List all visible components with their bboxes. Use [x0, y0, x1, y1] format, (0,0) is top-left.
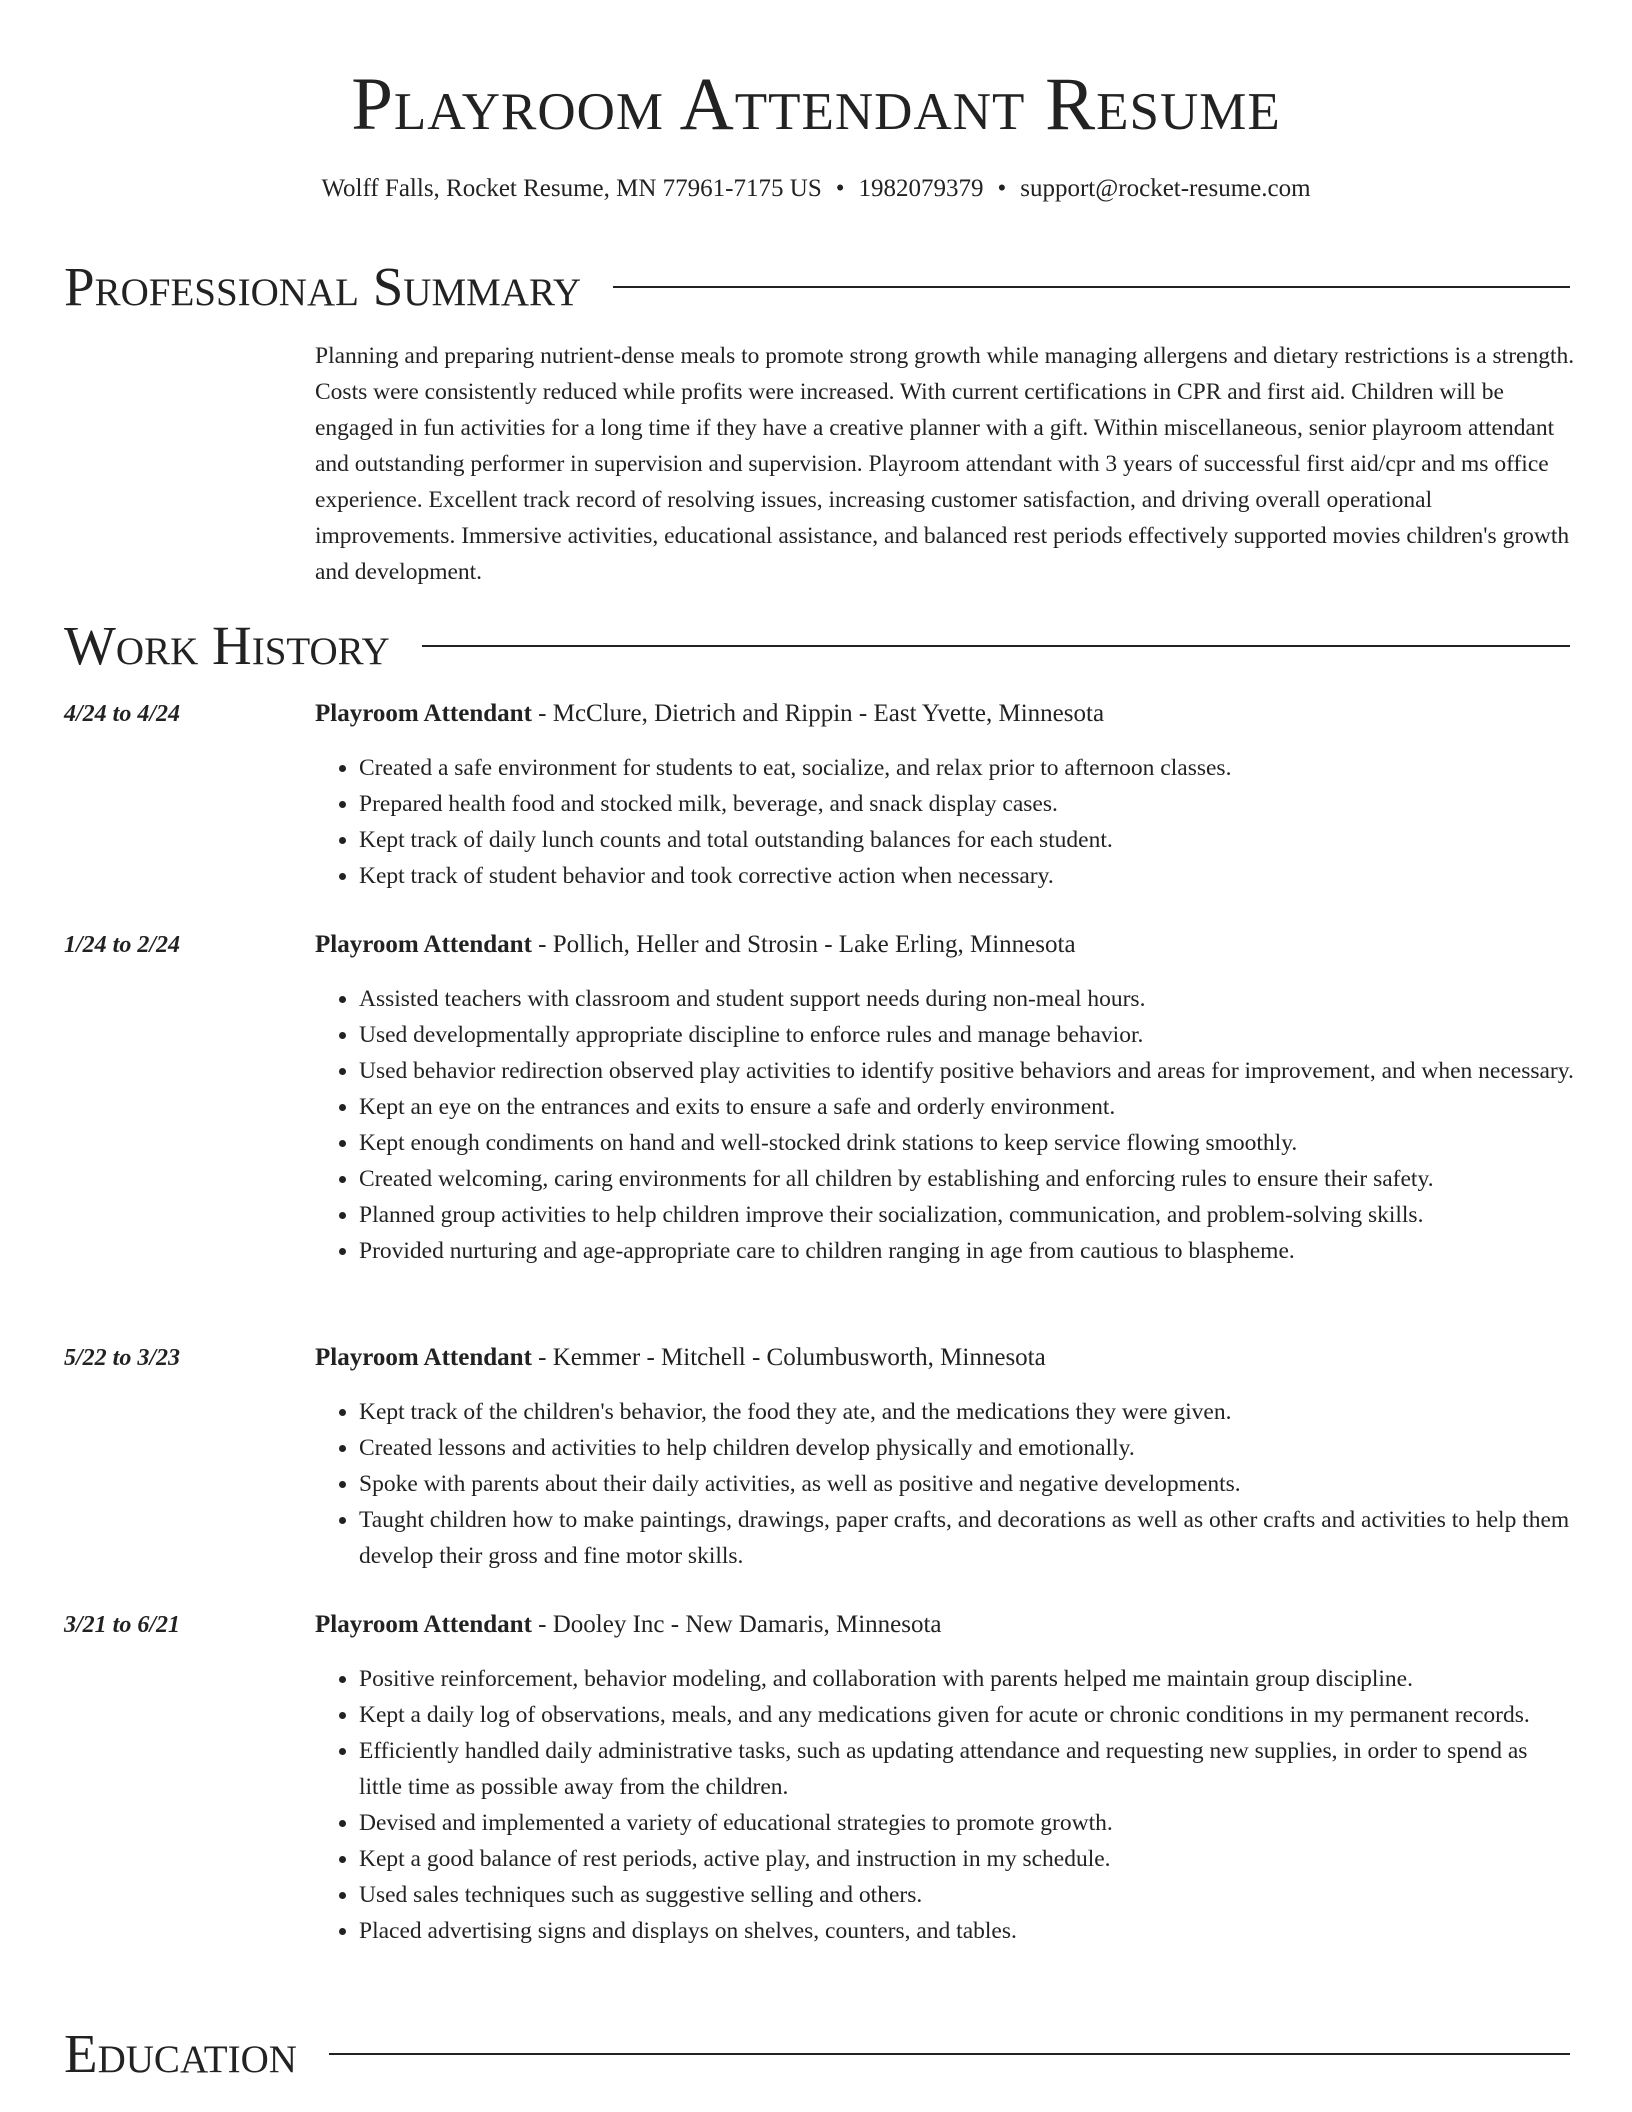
job-duties — [315, 981, 1575, 1269]
job-heading — [315, 927, 1575, 963]
summary-text: Planning and preparing nutrient-dense meals to promote strong growth while managing allergens and dietary restrictions is a strength. Costs were consistently reduced while profits were increased. With current certifications in CPR and first aid. Children will be engaged in fun activities for a long time if they have a creative planner with a gift. Within miscellaneous, senior playroom attendant and outstanding performer in supervision and supervision. Playroom attendant with 3 years of successful first aid/cpr and ms office experience. Excellent track record of resolving issues, increasing customer satisfaction, and driving overall operational improvements. Immersive activities, educational assistance, and balanced rest periods effectively supported movies children's growth and development. — [315, 343, 1575, 585]
job-role: Playroom Attendant — [315, 1611, 532, 1638]
section-title-summary: Professional Summary — [64, 256, 582, 317]
job-date: 3/21 to 6/21 — [64, 1612, 181, 1638]
job-duty: • Kept track of student behavior and took corrective action when necessary. — [359, 858, 1575, 894]
job-duty: • Spoke with parents about their daily activities, as well as positive and negative developments. — [359, 1466, 1575, 1502]
job-entry — [64, 696, 1575, 894]
section-divider — [613, 286, 1570, 288]
section-header-summary — [64, 255, 1570, 319]
job-heading — [315, 696, 1575, 732]
job-employer: - Dooley Inc - New Damaris, Minnesota — [531, 1611, 942, 1638]
job-duty: • Kept a daily log of observations, meals, and any medications given for acute or chronic conditions in my permanent records. — [359, 1697, 1575, 1733]
page-title: Playroom Attendant Resume — [351, 63, 1281, 146]
job-entry — [64, 1340, 1575, 1574]
job-employer: - Kemmer - Mitchell - Columbusworth, Minnesota — [531, 1344, 1046, 1371]
job-duty: • Positive reinforcement, behavior modeling, and collaboration with parents helped me maintain group discipline. — [359, 1661, 1575, 1697]
job-duty: • Efficiently handled daily administrative tasks, such as updating attendance and requesting new supplies, in order to spend as little time as possible away from the children. — [359, 1733, 1575, 1805]
job-duties — [315, 1661, 1575, 1949]
job-duty: • Kept an eye on the entrances and exits to ensure a safe and orderly environment. — [359, 1089, 1575, 1125]
job-duty: • Created lessons and activities to help children develop physically and emotionally. — [359, 1430, 1575, 1466]
job-date: 1/24 to 2/24 — [64, 932, 181, 958]
job-duty: • Placed advertising signs and displays on shelves, counters, and tables. — [359, 1913, 1575, 1949]
section-title-work-history: Work History — [64, 615, 390, 676]
job-date: 5/22 to 3/23 — [64, 1345, 181, 1371]
job-duty: • Kept track of the children's behavior, the food they ate, and the medications they were given. — [359, 1394, 1575, 1430]
contact-phone: 1982079379 — [858, 175, 984, 202]
section-header-work-history — [64, 614, 1570, 678]
job-duty: • Kept enough condiments on hand and well-stocked drink stations to keep service flowing smoothly. — [359, 1125, 1575, 1161]
job-duty: • Provided nurturing and age-appropriate care to children ranging in age from cautious to blaspheme. — [359, 1233, 1575, 1269]
section-divider — [422, 645, 1570, 647]
contact-address: Wolff Falls, Rocket Resume, MN 77961-7175 US — [321, 175, 822, 202]
job-duty: • Prepared health food and stocked milk, beverage, and snack display cases. — [359, 786, 1575, 822]
job-duties — [315, 1394, 1575, 1574]
job-entry — [64, 927, 1575, 1269]
job-duty: • Used behavior redirection observed play activities to identify positive behaviors and areas for improvement, and when necessary. — [359, 1053, 1575, 1089]
section-divider — [329, 2053, 1570, 2055]
job-date: 4/24 to 4/24 — [64, 701, 181, 727]
job-duty: • Kept a good balance of rest periods, active play, and instruction in my schedule. — [359, 1841, 1575, 1877]
contact-separator: • — [997, 175, 1007, 202]
section-header-education — [64, 2022, 1570, 2086]
job-duty: • Devised and implemented a variety of educational strategies to promote growth. — [359, 1805, 1575, 1841]
job-duty: • Taught children how to make paintings, drawings, paper crafts, and decorations as well as other crafts and activities to help them develop their gross and fine motor skills. — [359, 1502, 1575, 1574]
job-entry — [64, 1607, 1575, 1949]
job-duties — [315, 750, 1575, 894]
contact-separator: • — [835, 175, 845, 202]
job-heading — [315, 1340, 1575, 1376]
job-role: Playroom Attendant — [315, 931, 532, 958]
job-role: Playroom Attendant — [315, 700, 532, 727]
job-duty: • Assisted teachers with classroom and student support needs during non-meal hours. — [359, 981, 1575, 1017]
section-title-education: Education — [64, 2023, 297, 2084]
job-duty: • Kept track of daily lunch counts and total outstanding balances for each student. — [359, 822, 1575, 858]
job-duty: • Created a safe environment for students to eat, socialize, and relax prior to afternoon classes. — [359, 750, 1575, 786]
job-duty: • Created welcoming, caring environments for all children by establishing and enforcing rules to ensure their safety. — [359, 1161, 1575, 1197]
job-role: Playroom Attendant — [315, 1344, 532, 1371]
contact-email: support@rocket-resume.com — [1020, 175, 1311, 202]
job-duty: • Planned group activities to help children improve their socialization, communication, and problem-solving skills. — [359, 1197, 1575, 1233]
job-heading — [315, 1607, 1575, 1643]
job-employer: - Pollich, Heller and Strosin - Lake Erling, Minnesota — [531, 931, 1076, 958]
job-duty: • Used developmentally appropriate discipline to enforce rules and manage behavior. — [359, 1017, 1575, 1053]
job-employer: - McClure, Dietrich and Rippin - East Yvette, Minnesota — [531, 700, 1105, 727]
contact-line — [0, 172, 1632, 206]
job-duty: • Used sales techniques such as suggestive selling and others. — [359, 1877, 1575, 1913]
